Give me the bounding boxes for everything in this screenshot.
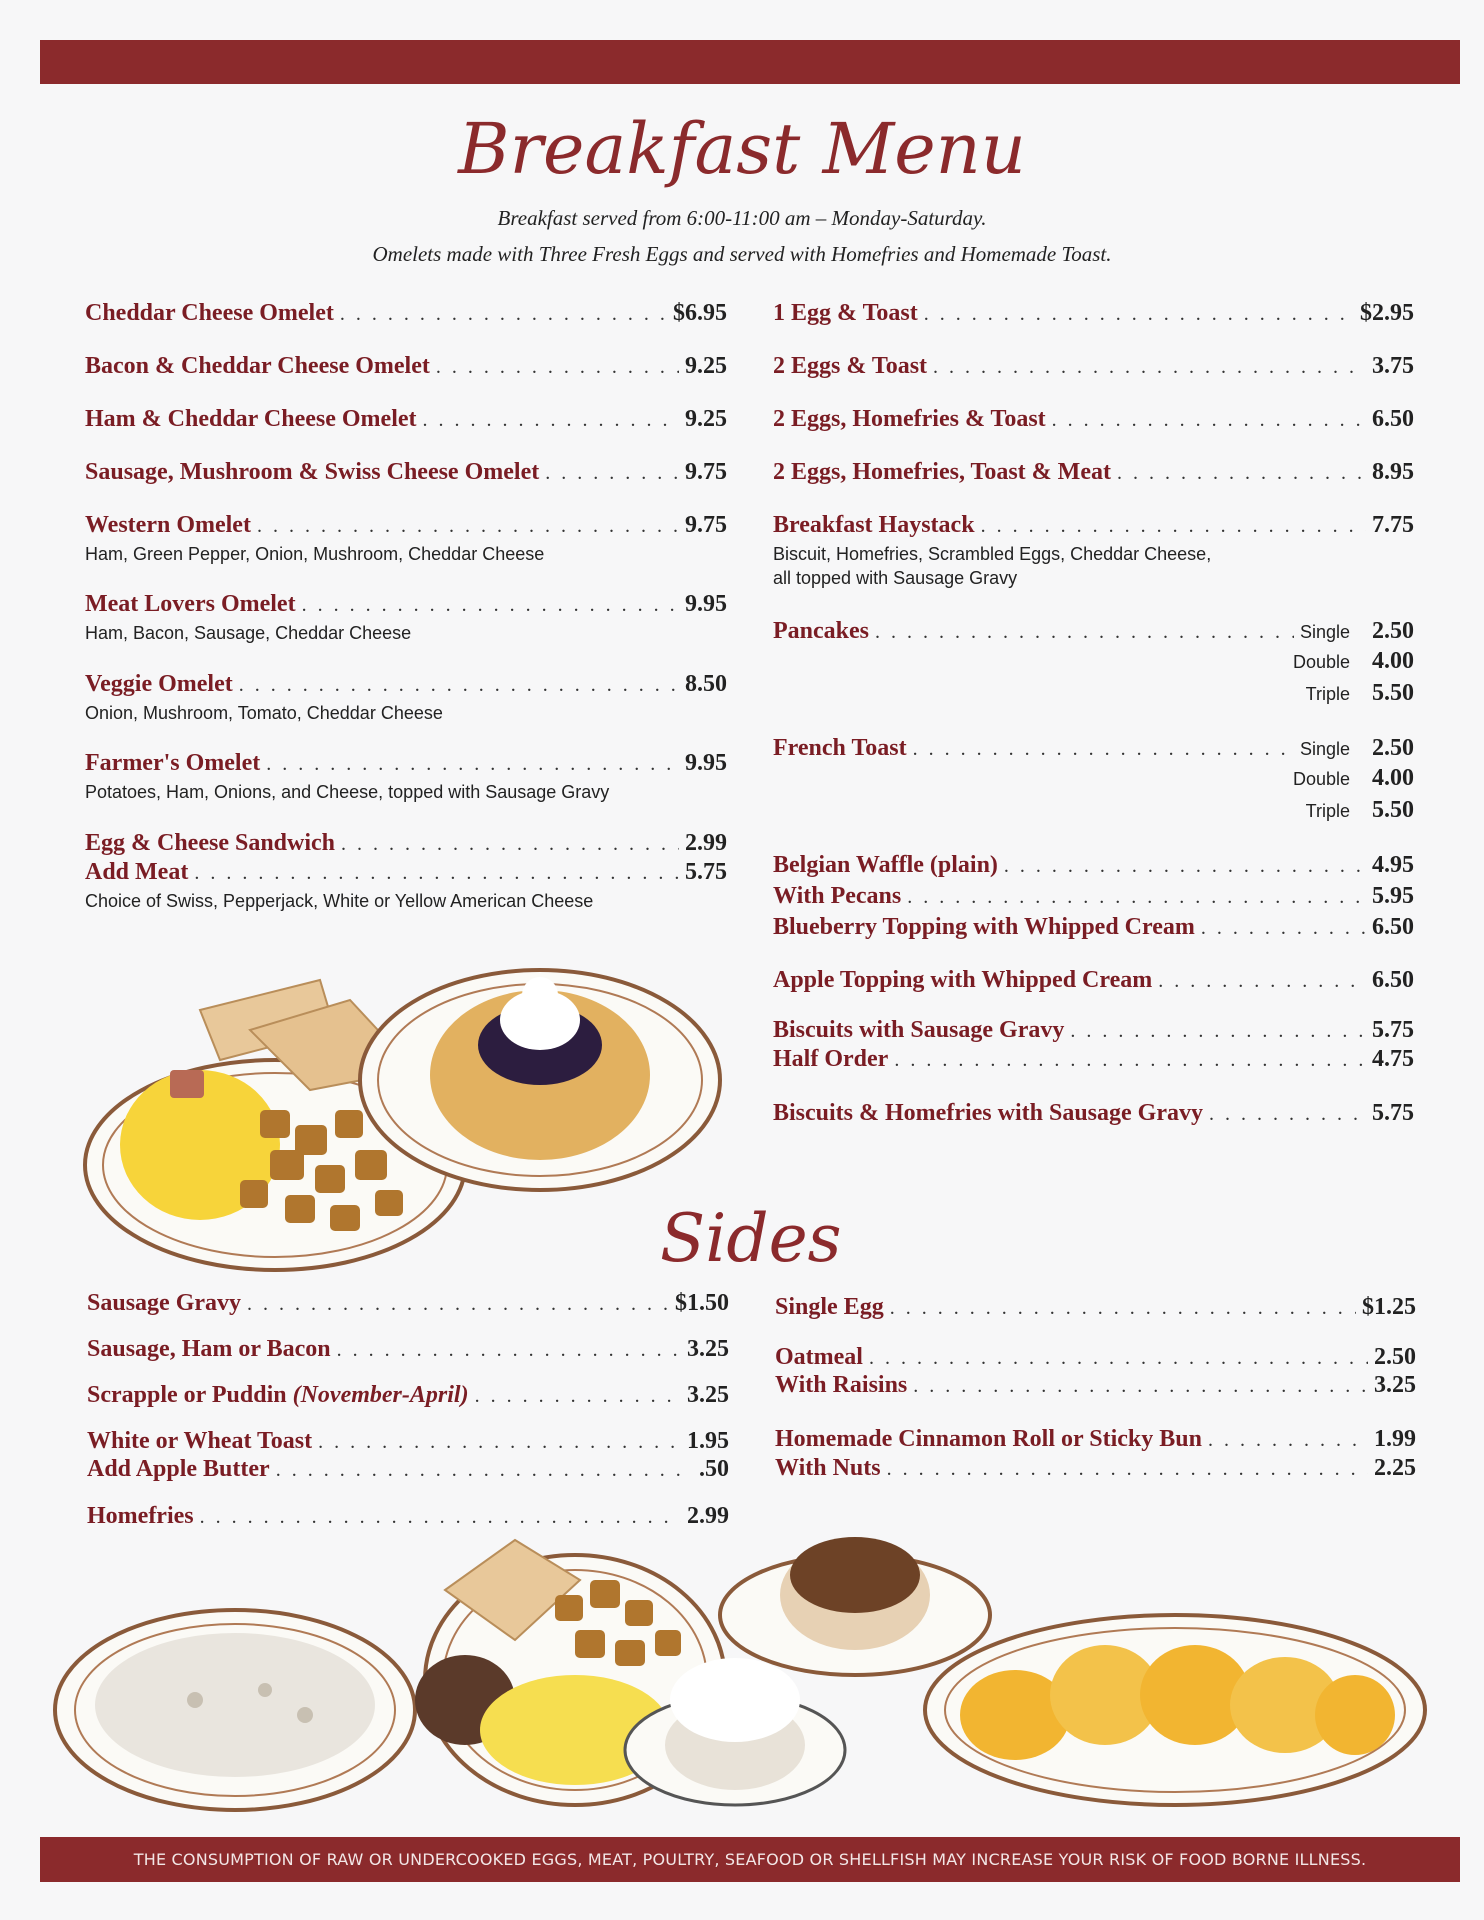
side-item: With Raisins . . . 3.25: [775, 1372, 1416, 1402]
eggs-column: [773, 300, 1414, 1150]
item-description: Choice of Swiss, Pepperjack, White or Yellow American Cheese: [85, 891, 594, 911]
item-description: Ham, Bacon, Sausage, Cheddar Cheese: [85, 623, 412, 643]
item-description: Ham, Green Pepper, Onion, Mushroom, Cheddar Cheese: [85, 544, 545, 564]
page-title: Breakfast Menu: [458, 108, 1026, 190]
sides-title: Sides: [660, 1200, 842, 1277]
menu-item: With Pecans . . . 5.95: [773, 883, 1414, 913]
menu-item: Sausage, Mushroom & Swiss Cheese Omelet . . . 9.75: [85, 459, 727, 489]
menu-item: Blueberry Topping with Whipped Cream . . . 6.50: [773, 914, 1414, 944]
menu-item: Biscuits & Homefries with Sausage Gravy . . . 5.75: [773, 1100, 1414, 1130]
menu-item: Ham & Cheddar Cheese Omelet . . . 9.25: [85, 406, 727, 436]
sides-right-column: [775, 1294, 1416, 1494]
omelet-column: [85, 300, 727, 940]
menu-item: Breakfast Haystack . . . 7.75 Biscuit, Homefries, Scrambled Eggs, Cheddar Cheese, all topped with Sausage Gravy: [773, 512, 1414, 590]
menu-item: Add Meat . . . 5.75 Choice of Swiss, Pepperjack, White or Yellow American Cheese: [85, 859, 727, 913]
top-banner: [40, 40, 1460, 84]
side-item: Single Egg . . . $1.25: [775, 1294, 1416, 1324]
hours-subtitle: Breakfast served from 6:00-11:00 am – Monday-Saturday.: [497, 206, 987, 230]
side-item: Sausage, Ham or Bacon . . . 3.25: [87, 1336, 729, 1366]
omelet-waffle-photo: [70, 950, 750, 1280]
side-item: White or Wheat Toast . . . 1.95: [87, 1428, 729, 1458]
item-description: Onion, Mushroom, Tomato, Cheddar Cheese: [85, 703, 443, 723]
item-description: Potatoes, Ham, Onions, and Cheese, topped with Sausage Gravy: [85, 782, 610, 802]
item-description: all topped with Sausage Gravy: [773, 568, 1018, 588]
side-item: Scrapple or Puddin (November-April) . . . 3.25: [87, 1382, 729, 1412]
menu-item: 2 Eggs & Toast . . . 3.75: [773, 353, 1414, 383]
menu-item: Biscuits with Sausage Gravy . . . 5.75: [773, 1017, 1414, 1047]
bottom-banner: [40, 1837, 1460, 1882]
menu-item: Farmer's Omelet . . . 9.95 Potatoes, Ham, Onions, and Cheese, topped with Sausage Gravy: [85, 750, 727, 804]
menu-item: Veggie Omelet . . . 8.50 Onion, Mushroom, Tomato, Cheddar Cheese: [85, 671, 727, 725]
menu-item: Meat Lovers Omelet . . . 9.95 Ham, Bacon, Sausage, Cheddar Cheese: [85, 591, 727, 645]
menu-item: Belgian Waffle (plain) . . . 4.95: [773, 852, 1414, 882]
menu-item: 2 Eggs, Homefries & Toast . . . 6.50: [773, 406, 1414, 436]
menu-item: 2 Eggs, Homefries, Toast & Meat . . . 8.95: [773, 459, 1414, 489]
menu-item: Western Omelet . . . 9.75 Ham, Green Pepper, Onion, Mushroom, Cheddar Cheese: [85, 512, 727, 566]
side-item: Homemade Cinnamon Roll or Sticky Bun . . . 1.99: [775, 1426, 1416, 1456]
side-item: Oatmeal . . . 2.50: [775, 1344, 1416, 1374]
side-item: With Nuts . . . 2.25: [775, 1455, 1416, 1485]
omelet-subtitle: Omelets made with Three Fresh Eggs and served with Homefries and Homemade Toast.: [372, 242, 1112, 266]
side-item: Homefries . . . 2.99: [87, 1503, 729, 1533]
menu-item: Bacon & Cheddar Cheese Omelet . . . 9.25: [85, 353, 727, 383]
menu-item: 1 Egg & Toast . . . $2.95: [773, 300, 1414, 330]
menu-item: Cheddar Cheese Omelet . . . $6.95: [85, 300, 727, 330]
item-description: Biscuit, Homefries, Scrambled Eggs, Cheddar Cheese,: [773, 544, 1212, 564]
food-safety-notice: THE CONSUMPTION OF RAW OR UNDERCOOKED EGGS, MEAT, POULTRY, SEAFOOD OR SHELLFISH MAY INCREASE YOUR RISK OF FOOD BORNE ILLNESS.: [133, 1850, 1367, 1869]
sides-photo: [45, 1500, 1445, 1820]
menu-item: Half Order . . . 4.75: [773, 1046, 1414, 1076]
side-item: Add Apple Butter . . . .50: [87, 1456, 729, 1486]
menu-item: Egg & Cheese Sandwich . . . 2.99: [85, 830, 727, 860]
side-item: Sausage Gravy . . . $1.50: [87, 1290, 729, 1320]
menu-item-pancakes: Pancakes . . . Single 2.50 Double 4.00 Triple 5.50: [773, 618, 1414, 712]
menu-item: Apple Topping with Whipped Cream . . . 6.50: [773, 967, 1414, 997]
menu-item-french-toast: French Toast . . . Single 2.50 Double 4.00 Triple 5.50: [773, 735, 1414, 829]
